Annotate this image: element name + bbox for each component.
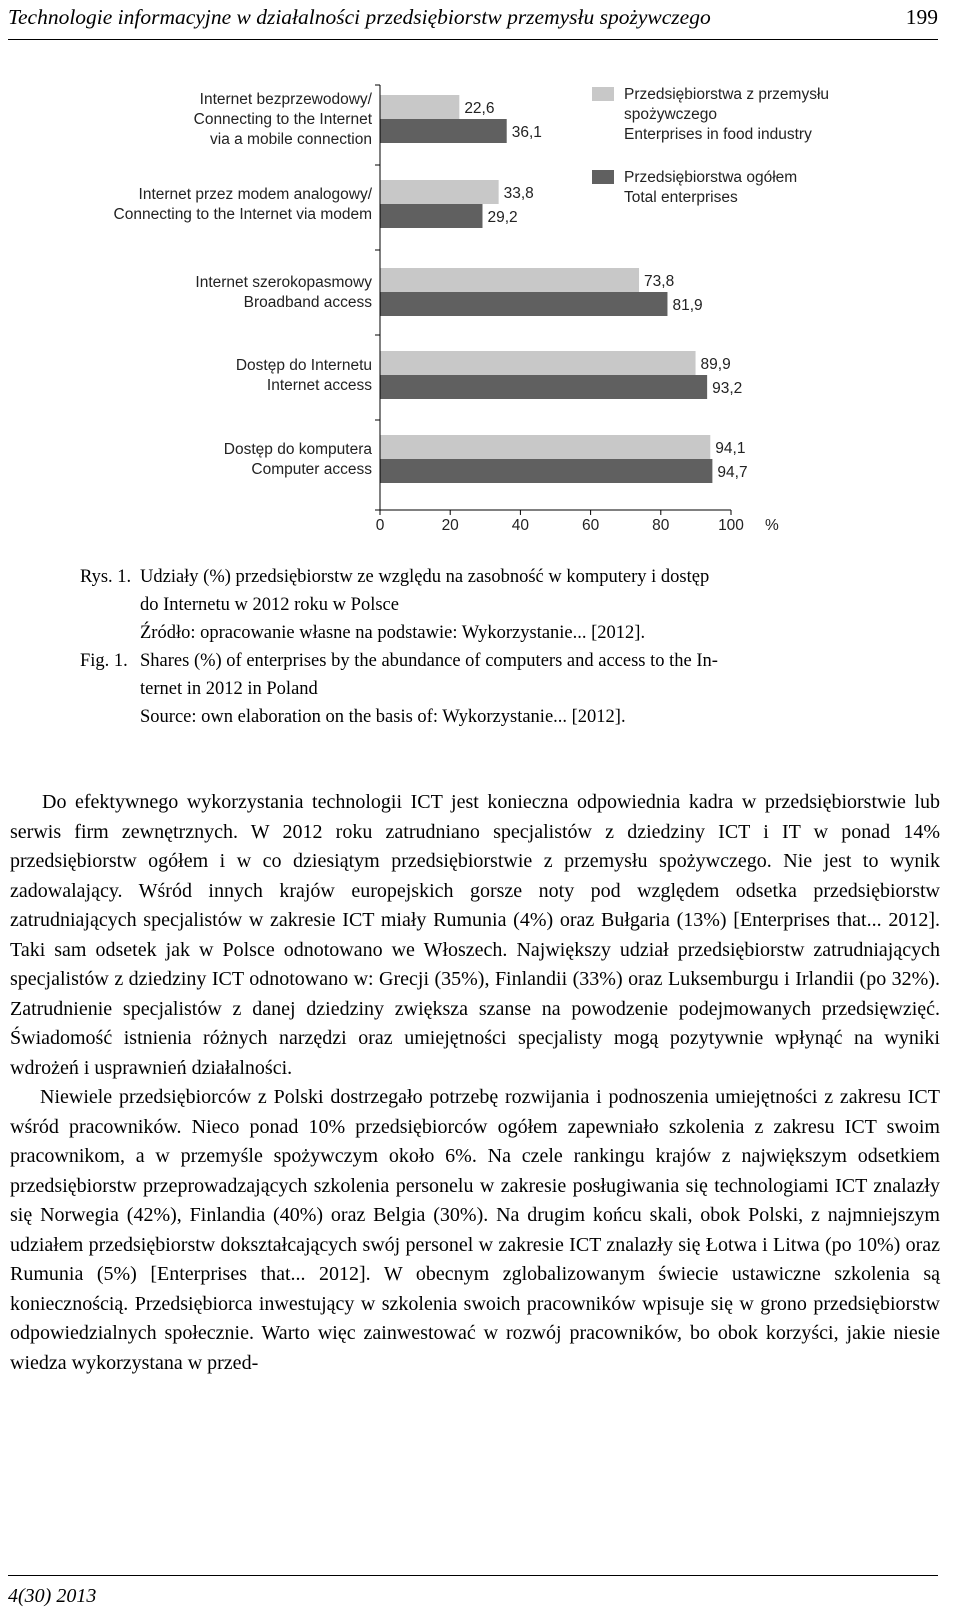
legend-label: Przedsiębiorstwa ogółem bbox=[624, 169, 798, 186]
x-axis-unit: % bbox=[765, 517, 779, 534]
legend-label: spożywczego bbox=[624, 106, 718, 123]
category-label: Internet szerokopasmowy bbox=[195, 274, 372, 291]
legend-label: Przedsiębiorstwa z przemysłu bbox=[624, 86, 830, 103]
data-label: 22,6 bbox=[464, 100, 495, 117]
x-tick-label: 20 bbox=[441, 517, 459, 534]
bars-group bbox=[380, 95, 748, 483]
data-label: 33,8 bbox=[503, 185, 534, 202]
bar bbox=[380, 375, 707, 399]
page-footer bbox=[8, 1575, 938, 1611]
bar bbox=[380, 268, 639, 292]
caption-english-line: ternet in 2012 in Poland bbox=[140, 679, 318, 699]
data-label: 94,1 bbox=[715, 440, 746, 457]
caption-english-line: Shares (%) of enterprises by the abundance of computers and access to the In- bbox=[140, 651, 718, 671]
x-tick-label: 100 bbox=[718, 517, 744, 534]
data-label: 89,9 bbox=[700, 356, 731, 373]
category-label: Computer access bbox=[251, 461, 372, 478]
caption-english-label: Fig. 1. bbox=[80, 651, 128, 671]
legend-label: Enterprises in food industry bbox=[624, 126, 812, 143]
caption-polish-line: Udziały (%) przedsiębiorstw ze względu na zasobność w komputery i dostęp bbox=[140, 567, 710, 587]
caption-english bbox=[80, 647, 940, 735]
bar-chart bbox=[0, 60, 960, 560]
data-label: 81,9 bbox=[672, 297, 703, 314]
x-tick-label: 0 bbox=[375, 517, 385, 534]
data-label: 94,7 bbox=[717, 464, 748, 481]
bar bbox=[380, 95, 459, 119]
category-label: Connecting to the Internet bbox=[193, 111, 372, 128]
data-label: 36,1 bbox=[511, 124, 542, 141]
category-label: Broadband access bbox=[243, 294, 372, 311]
category-label: Internet przez modem analogowy/ bbox=[138, 186, 372, 203]
category-labels-group bbox=[114, 91, 373, 478]
category-label: via a mobile connection bbox=[210, 131, 372, 148]
running-head bbox=[8, 2, 938, 40]
category-label: Dostęp do komputera bbox=[223, 441, 372, 458]
page-number: 199 bbox=[905, 5, 938, 29]
issue-number: 4(30) 2013 bbox=[8, 1585, 97, 1607]
legend-group bbox=[592, 86, 829, 206]
category-label: Internet bezprzewodowy/ bbox=[199, 91, 372, 108]
category-label: Internet access bbox=[266, 377, 372, 394]
bar bbox=[380, 459, 712, 483]
bar bbox=[380, 435, 710, 459]
data-label: 29,2 bbox=[487, 209, 518, 226]
bar bbox=[380, 180, 499, 204]
bar bbox=[380, 119, 507, 143]
paragraph-2: Niewiele przedsiębiorców z Polski dostrzegało potrzebę rozwijania i podnoszenia umiejętności z zakresu ICT wśród pracowników. Nieco ponad 10% przedsiębiorców ogółem zapewniało szkolenia z zakresu ICT swoim pracownikom, a w przemyśle spożywczym około 6%. Na czele rankingu krajów z największym odsetkiem przedsiębiorstw przeprowadzających szkolenia personelu w zakresie posługiwania się technologiami ICT znalazły się Norwegia (42%), Finlandia (40%) oraz Belgia (30%). Na drugim końcu skali, obok Polski, z najmniejszym udziałem przedsiębiorstw dokształcających swój personel w zakresie ICT znalazły się Łotwa i Litwa (po 10%) oraz Rumunia (5%) [Enterprises that... 2012]. W obecnym zglobalizowanym świecie ustawiczne szkolenia są koniecznością. Przedsiębiorca inwestujący w szkolenia swoich pracowników wpisuje się w grono przedsiębiorstw odpowiedzialnych społecznie. Warto więc zainwestować w rozwój pracowników, bo obok korzyści, jakie niesie wiedza wykorzystana w przed- bbox=[10, 1086, 940, 1374]
x-tick-label: 40 bbox=[511, 517, 530, 534]
caption-polish-line: do Internetu w 2012 roku w Polsce bbox=[140, 595, 399, 615]
data-label: 73,8 bbox=[644, 273, 675, 290]
caption-polish-source: Źródło: opracowanie własne na podstawie: Wykorzystanie... [2012]. bbox=[140, 623, 646, 643]
caption-polish-label: Rys. 1. bbox=[80, 567, 132, 587]
caption-polish bbox=[80, 563, 940, 651]
x-tick-label: 60 bbox=[581, 517, 600, 534]
paragraph-1: Do efektywnego wykorzystania technologii ICT jest konieczna odpowiednia kadra w przedsiębiorstwie lub serwis firm zewnętrznych. W 2012 roku zatrudniano specjalistów z dziedziny ICT i IT w ponad 14% przedsiębiorstw ogółem i w co dziesiątym przedsiębiorstwie z przemysłu spożywczego. Nie jest to wynik zadowalający. Wśród innych krajów europejskich gorsze noty pod względem odsetka przedsiębiorstw zatrudniających specjalistów w zakresie ICT miały Rumunia (4%) oraz Bułgaria (13%) [Enterprises that... 2012]. Taki sam odsetek jak w Polsce odnotowano we Włoszech. Największy udział przedsiębiorstw zatrudniających specjalistów z dziedziny ICT odnotowano w: Grecji (35%), Finlandii (33%) oraz Luksemburgu i Irlandii (po 32%). Zatrudnienie specjalistów z danej dziedziny zwiększa szanse na powodzenie podejmowanych przedsięwzięć. Świadomość istnienia różnych narzędzi oraz umiejętności specjalisty mogą pozytywnie wpłynąć na wyniki wdrożeń i usprawnień działalności. bbox=[10, 791, 940, 1079]
data-label: 93,2 bbox=[712, 380, 743, 397]
legend-label: Total enterprises bbox=[624, 189, 738, 206]
category-label: Dostęp do Internetu bbox=[235, 357, 372, 374]
legend-swatch bbox=[592, 87, 614, 101]
bar bbox=[380, 204, 482, 228]
caption-english-source: Source: own elaboration on the basis of: Wykorzystanie... [2012]. bbox=[140, 707, 626, 727]
bar bbox=[380, 351, 696, 375]
journal-running-title: Technologie informacyjne w działalności przedsiębiorstw przemysłu spożywczego bbox=[8, 5, 711, 29]
bar bbox=[380, 292, 667, 316]
body-text bbox=[10, 788, 940, 1378]
category-label: Connecting to the Internet via modem bbox=[113, 206, 372, 223]
legend-swatch bbox=[592, 170, 614, 184]
x-tick-label: 80 bbox=[652, 517, 670, 534]
